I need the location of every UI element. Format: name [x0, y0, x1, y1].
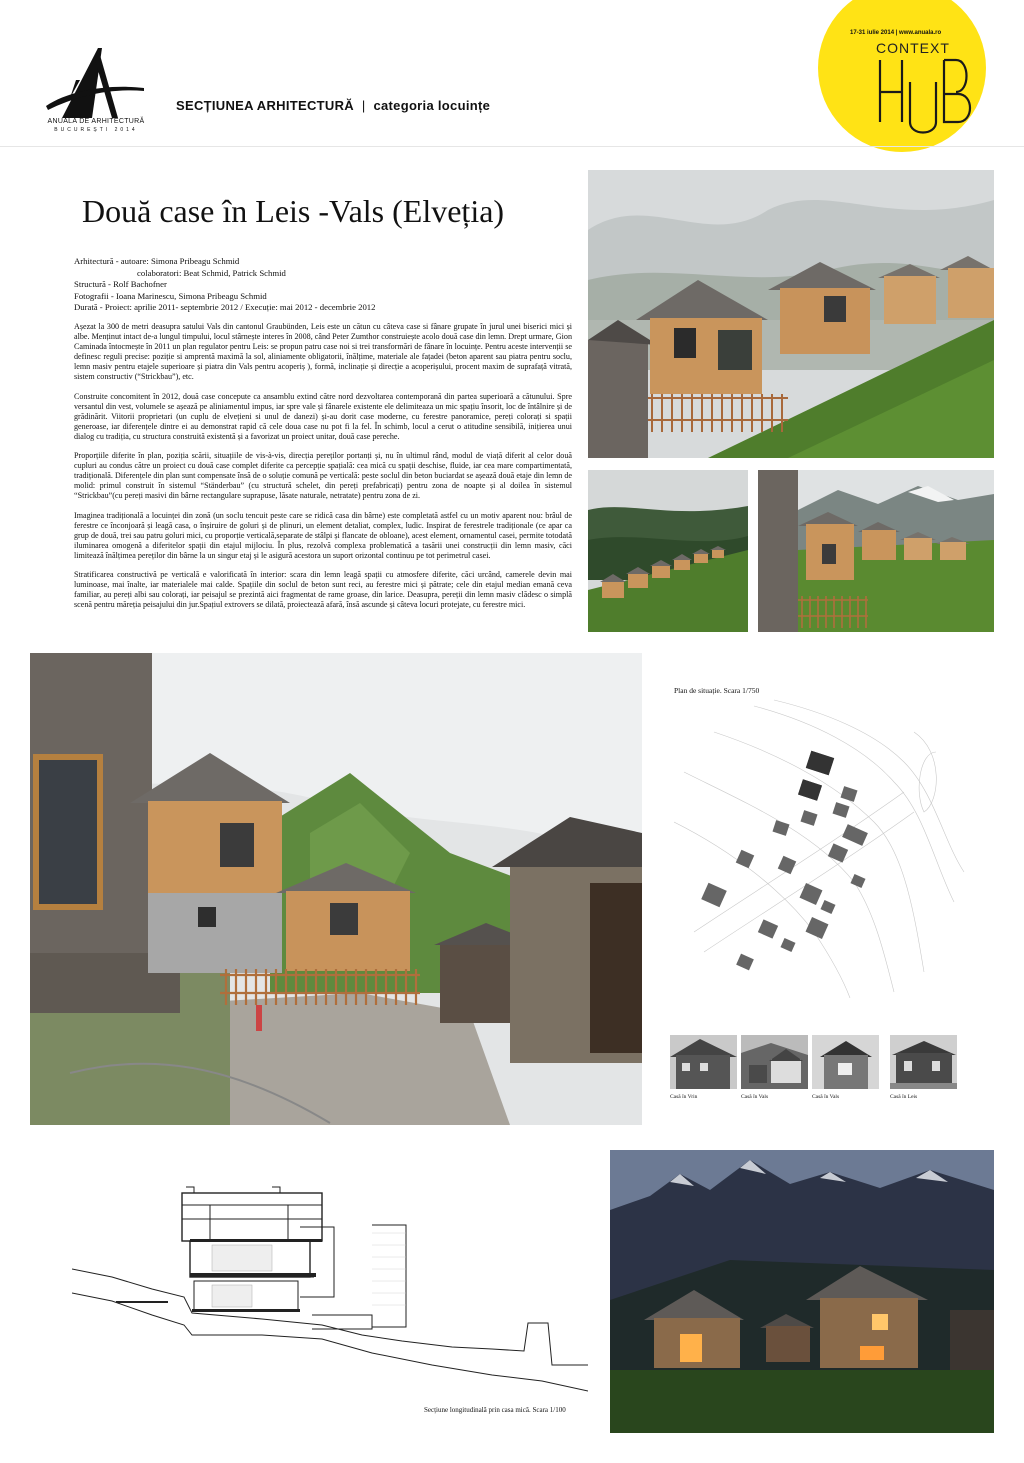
- credit-duration: Durată - Proiect: aprilie 2011- septembrie 2012 / Execuție: mai 2012 - decembrie 2012: [74, 302, 376, 313]
- reference-photo-leis: [890, 1035, 957, 1100]
- project-credits: [74, 256, 375, 314]
- photo-houses-hillside: [588, 470, 748, 632]
- article-body: [74, 322, 572, 619]
- hub-wordmark: [866, 52, 976, 138]
- caption-leis: Casă în Leis: [890, 1094, 918, 1100]
- photo-houses-fog: [588, 170, 994, 458]
- category-name: categoria locuințe: [373, 98, 491, 113]
- section-name: SECȚIUNEA ARHITECTURĂ: [176, 98, 354, 113]
- section-caption: Secțiune longitudinală prin casa mică. Scara 1/100: [424, 1406, 566, 1414]
- paragraph: Imaginea tradițională a locuinței din zonă (un soclu tencuit peste care se ridică casa din bârne) este completată astfel cu un motiv aparent nou: brâul de ferestre ce înconjoară și leagă casa, o înșiruire de goluri și de plinuri, un element detaliat, complex, ludic. Inspirat de ferestrele tradiționale (ce apar ca grup de două, trei sau patru goluri mici, cu proporție verticală,separate de stâlpi și flancate de obloane), acest element, ornamentul casei, permite totodată iluminarea omogenă a diferitelor spații din etajul mijlociu. În plus, rezolvă complexa problematică a tasării unei construcții din lemn masiv, căci limitează înălțimea pereților din bârne la un singur etaj și le asigură acestora un suport orizontal continuu pe tot perimetrul casei.: [74, 510, 572, 560]
- logo-city: BUCUREȘTI 2014: [54, 127, 138, 133]
- credit-architecture: Arhitectură - autoare: Simona Pribeagu Schmid: [74, 256, 240, 266]
- logo-name: ANUALA DE ARHITECTURĂ: [47, 118, 145, 125]
- reference-photo-vrin: [670, 1035, 737, 1100]
- reference-photo-vals-2: [812, 1035, 879, 1100]
- site-plan-label: Plan de situație. Scara 1/750: [674, 686, 760, 695]
- header-divider: [0, 146, 1024, 147]
- photo-houses-mountains: [758, 470, 994, 632]
- site-plan-drawing: [674, 692, 968, 998]
- paragraph: Proporțiile diferite în plan, poziția scării, situațiile de vis-à-vis, direcția pereților portanți și, nu în ultimul rând, modul de viață diferit al celor două cupluri au condus către un proiect cu două case complet diferite ca percepție spațială: cea mică cu spații deschise, fluide, iar cea mare compartimentată, tradițională. Diferențele din plan sunt compensate însă de o soluție comună pe verticală: peste soclul din beton buciardat se așează două etaje din lemn de molid: primul construit în sistemul “Ständerbau” (cu structură schelet, din pereți prefabricați) pentru zona de noapte și al doilea în sistemul “Strickbau”(cu pereți masivi din bârne rectangulare suprapuse, lăsate naturale, netratate) pentru zona de zi.: [74, 451, 572, 501]
- reference-photo-vals-1: [741, 1035, 808, 1100]
- paragraph: Construite concomitent în 2012, două case concepute ca ansamblu extind către nord dezvoltarea contemporană din partea superioară a cătunului. Spre versantul din vest, volumele se așează pe aliniamentul impus, iar spre vale și fânarele existente ele delimiteaza un mic spațiu însorit, loc de întâlnire și de grădinărit. Viitorii proprietari (un cuplu de elvețieni si unul de danezi) și-au dorit case moderne, cu ferestre panoramice, pereți colorați si spații generoase, iar diferențele dintre ei au demonstrat rapid că cele doua case nu pot fi la fel. În schimb, locul a cerut o atitudine sensibilă, inițierea unui dialog cu tradiția, cu structura construită existentă și a favorizat un proiect unitar, două case pereche.: [74, 391, 572, 441]
- badge-hub-text: HUB: [870, 136, 873, 137]
- section-label: [176, 98, 490, 113]
- paragraph: Așezat la 300 de metri deasupra satului Vals din cantonul Graubünden, Leis este un cătun cu câteva case si fânare grupate în jurul unei biserici mici și albe. Menținut intact de-a lungul timpului, locul stârnește interes în 2008, când Peter Zumthor construiește acolo două case din lemn. Drept urmare, Gion Caminada întocmește în 2011 un plan regulator pentru Leis: se propun patru case noi si trei transformări de fânare în locuințe. Pentru aceste intervenții se definesc reguli precise: poziție si amprentă maximă la sol, aliniamente obligatorii, înălțime, materiale ale fațadei (beton aparent sau piatra pentru soclu, lemn masiv pentru etajele superioare și piatra din Vals pentru acoperiș ), formă, inclinație și direcție a acoperișului, procent maxim de suprafață vitrată, sistem constructiv (“Strickbau”), etc.: [74, 322, 572, 382]
- credit-collaborators: colaboratori: Beat Schmid, Patrick Schmid: [137, 267, 286, 278]
- page-title: Două case în Leis -Vals (Elveția): [82, 193, 505, 229]
- paragraph: Stratificarea constructivă pe verticală e valorificată în interior: scara din lemn leagă spații cu atmosfere diferite, căci urcând, camerele devin mai luminoase, mai înalte, iar materialele mai calde. Spațiile din soclul de beton sunt reci, au ferestre mici și pătrate; cele din etajul median emană ceva familiar, au pereți albi sau colorați, iar peisajul se prezintă aici fragmentat de rame groase, din larice. Deasupra, pereții din lemn masiv clădesc o simplă scenă pentru măreția peisajului din jur.Spațiul extrovers se dilată, proiectează afară, însă ascunde și câteva locuri protejate, cu ferestre mici.: [74, 569, 572, 610]
- caption-vals-1: Casă în Vals: [741, 1094, 769, 1100]
- badge-dates: 17-31 iulie 2014 | www.anuala.ro: [850, 30, 942, 36]
- photo-houses-dusk: [610, 1150, 994, 1433]
- photo-village-path: [30, 653, 642, 1125]
- section-separator: |: [361, 98, 366, 113]
- credit-photography: Fotografii - Ioana Marinescu, Simona Pribeagu Schmid: [74, 290, 267, 301]
- caption-vrin: Casă în Vrin: [670, 1094, 698, 1100]
- badge-context: CONTEXT: [876, 40, 950, 56]
- longitudinal-section-drawing: [72, 1185, 588, 1415]
- caption-vals-2: Casă în Vals: [812, 1094, 840, 1100]
- credit-structure: Structură - Rolf Bachofner: [74, 279, 167, 290]
